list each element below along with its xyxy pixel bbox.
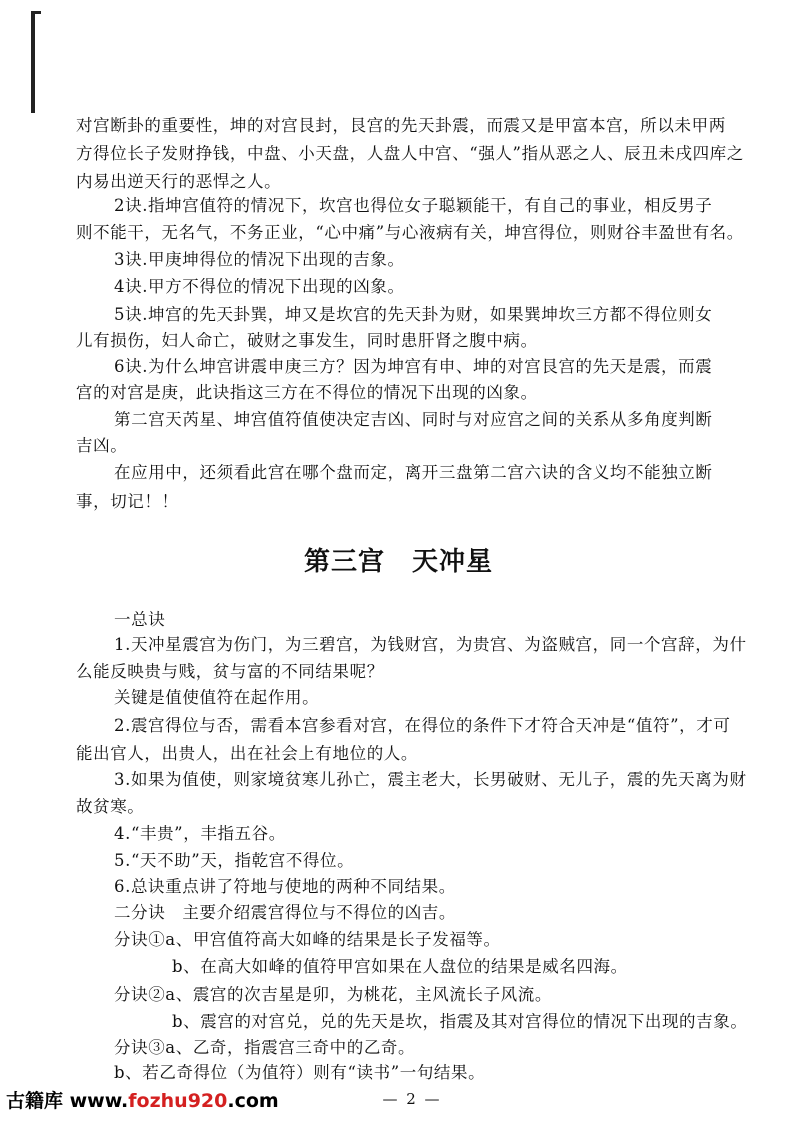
text-line: 分诀③a、乙奇，指震宫三奇中的乙奇。 bbox=[114, 1038, 416, 1057]
scan-border-mark bbox=[31, 13, 35, 113]
text-line: b、在高大如峰的值符甲宫如果在人盘位的结果是威名四海。 bbox=[172, 957, 628, 976]
text-line: 3诀.甲庚坤得位的情况下出现的吉象。 bbox=[114, 250, 405, 269]
text-line: b、震宫的对宫兑，兑的先天是坎，指震及其对宫得位的情况下出现的吉象。 bbox=[172, 1012, 748, 1031]
text-line: 关键是值使值符在起作用。 bbox=[114, 688, 320, 707]
watermark-prefix: 古籍库 www. bbox=[6, 1090, 129, 1112]
chapter-title: 第三宫 天冲星 bbox=[303, 547, 493, 577]
scan-border-mark-top bbox=[31, 11, 41, 14]
text-line: b、若乙奇得位（为值符）则有“读书”一句结果。 bbox=[114, 1063, 486, 1082]
text-line: 6.总诀重点讲了符地与使地的两种不同结果。 bbox=[114, 877, 456, 896]
text-line: 第二宫天芮星、坤宫值符值使决定吉凶、同时与对应宫之间的关系从多角度判断 bbox=[114, 410, 713, 429]
text-line: 对宫断卦的重要性，坤的对宫艮封，艮宫的先天卦震，而震又是甲富本宫，所以未甲两 bbox=[76, 116, 726, 135]
text-line: 吉凶。 bbox=[76, 436, 128, 455]
text-line: 2诀.指坤宫值符的情况下，坎宫也得位女子聪颖能干，有自己的事业，相反男子 bbox=[114, 196, 713, 215]
text-line: 儿有损伤，妇人命亡，破财之事发生，同时患肝肾之腹中病。 bbox=[76, 331, 538, 350]
text-line: 4.“丰贵”，丰指五谷。 bbox=[114, 824, 286, 843]
text-line: 二分诀 主要介绍震宫得位与不得位的凶吉。 bbox=[114, 903, 456, 922]
text-line: 3.如果为值使，则家境贫寒儿孙亡，震主老大，长男破财、无儿子，震的先天离为财 bbox=[114, 770, 747, 789]
watermark-suffix: .com bbox=[227, 1090, 279, 1112]
text-line: 能出官人，出贵人，出在社会上有地位的人。 bbox=[76, 744, 418, 763]
text-line: 事，切记！！ bbox=[76, 492, 179, 511]
text-line: 宫的对宫是庚，此诀指这三方在不得位的情况下出现的凶象。 bbox=[76, 383, 538, 402]
text-line: 1.天冲星震宫为伤门，为三碧宫，为钱财宫，为贵宫、为盗贼宫，同一个宫辞，为什 bbox=[114, 635, 747, 654]
text-line: 则不能干，无名气，不务正业，“心中痛”与心液病有关，坤宫得位，则财谷丰盈世有名。 bbox=[76, 223, 744, 242]
text-line: 故贫寒。 bbox=[76, 797, 145, 816]
text-line: 在应用中，还须看此宫在哪个盘而定，离开三盘第二宫六诀的含义均不能独立断 bbox=[114, 463, 713, 482]
page-number: — 2 — bbox=[382, 1090, 442, 1108]
text-line: 2.震宫得位与否，需看本宫参看对宫，在得位的条件下才符合天冲是“值符”，才可 bbox=[114, 716, 731, 735]
text-line: 内易出逆天行的恶悍之人。 bbox=[76, 172, 282, 191]
text-line: 分诀①a、甲宫值符高大如峰的结果是长子发福等。 bbox=[114, 930, 501, 949]
site-watermark bbox=[6, 1086, 279, 1113]
text-line: 一总诀 bbox=[114, 610, 166, 629]
text-line: 6诀.为什么坤宫讲震申庚三方？因为坤宫有申、坤的对宫艮宫的先天是震，而震 bbox=[114, 357, 713, 376]
text-line: 么能反映贵与贱，贫与富的不同结果呢？ bbox=[76, 662, 384, 681]
text-line: 4诀.甲方不得位的情况下出现的凶象。 bbox=[114, 277, 405, 296]
text-line: 分诀②a、震宫的次吉星是卯，为桃花，主风流长子风流。 bbox=[114, 985, 552, 1004]
watermark-accent: fozhu920 bbox=[128, 1090, 228, 1112]
text-line: 5诀.坤宫的先天卦巽，坤又是坎宫的先天卦为财，如果巽坤坎三方都不得位则女 bbox=[114, 305, 713, 324]
text-line: 方得位长子发财挣钱，中盘、小天盘，人盘人中宫、“强人”指从恶之人、辰丑未戌四库之 bbox=[76, 144, 744, 163]
text-line: 5.“天不助”天，指乾宫不得位。 bbox=[114, 851, 355, 870]
